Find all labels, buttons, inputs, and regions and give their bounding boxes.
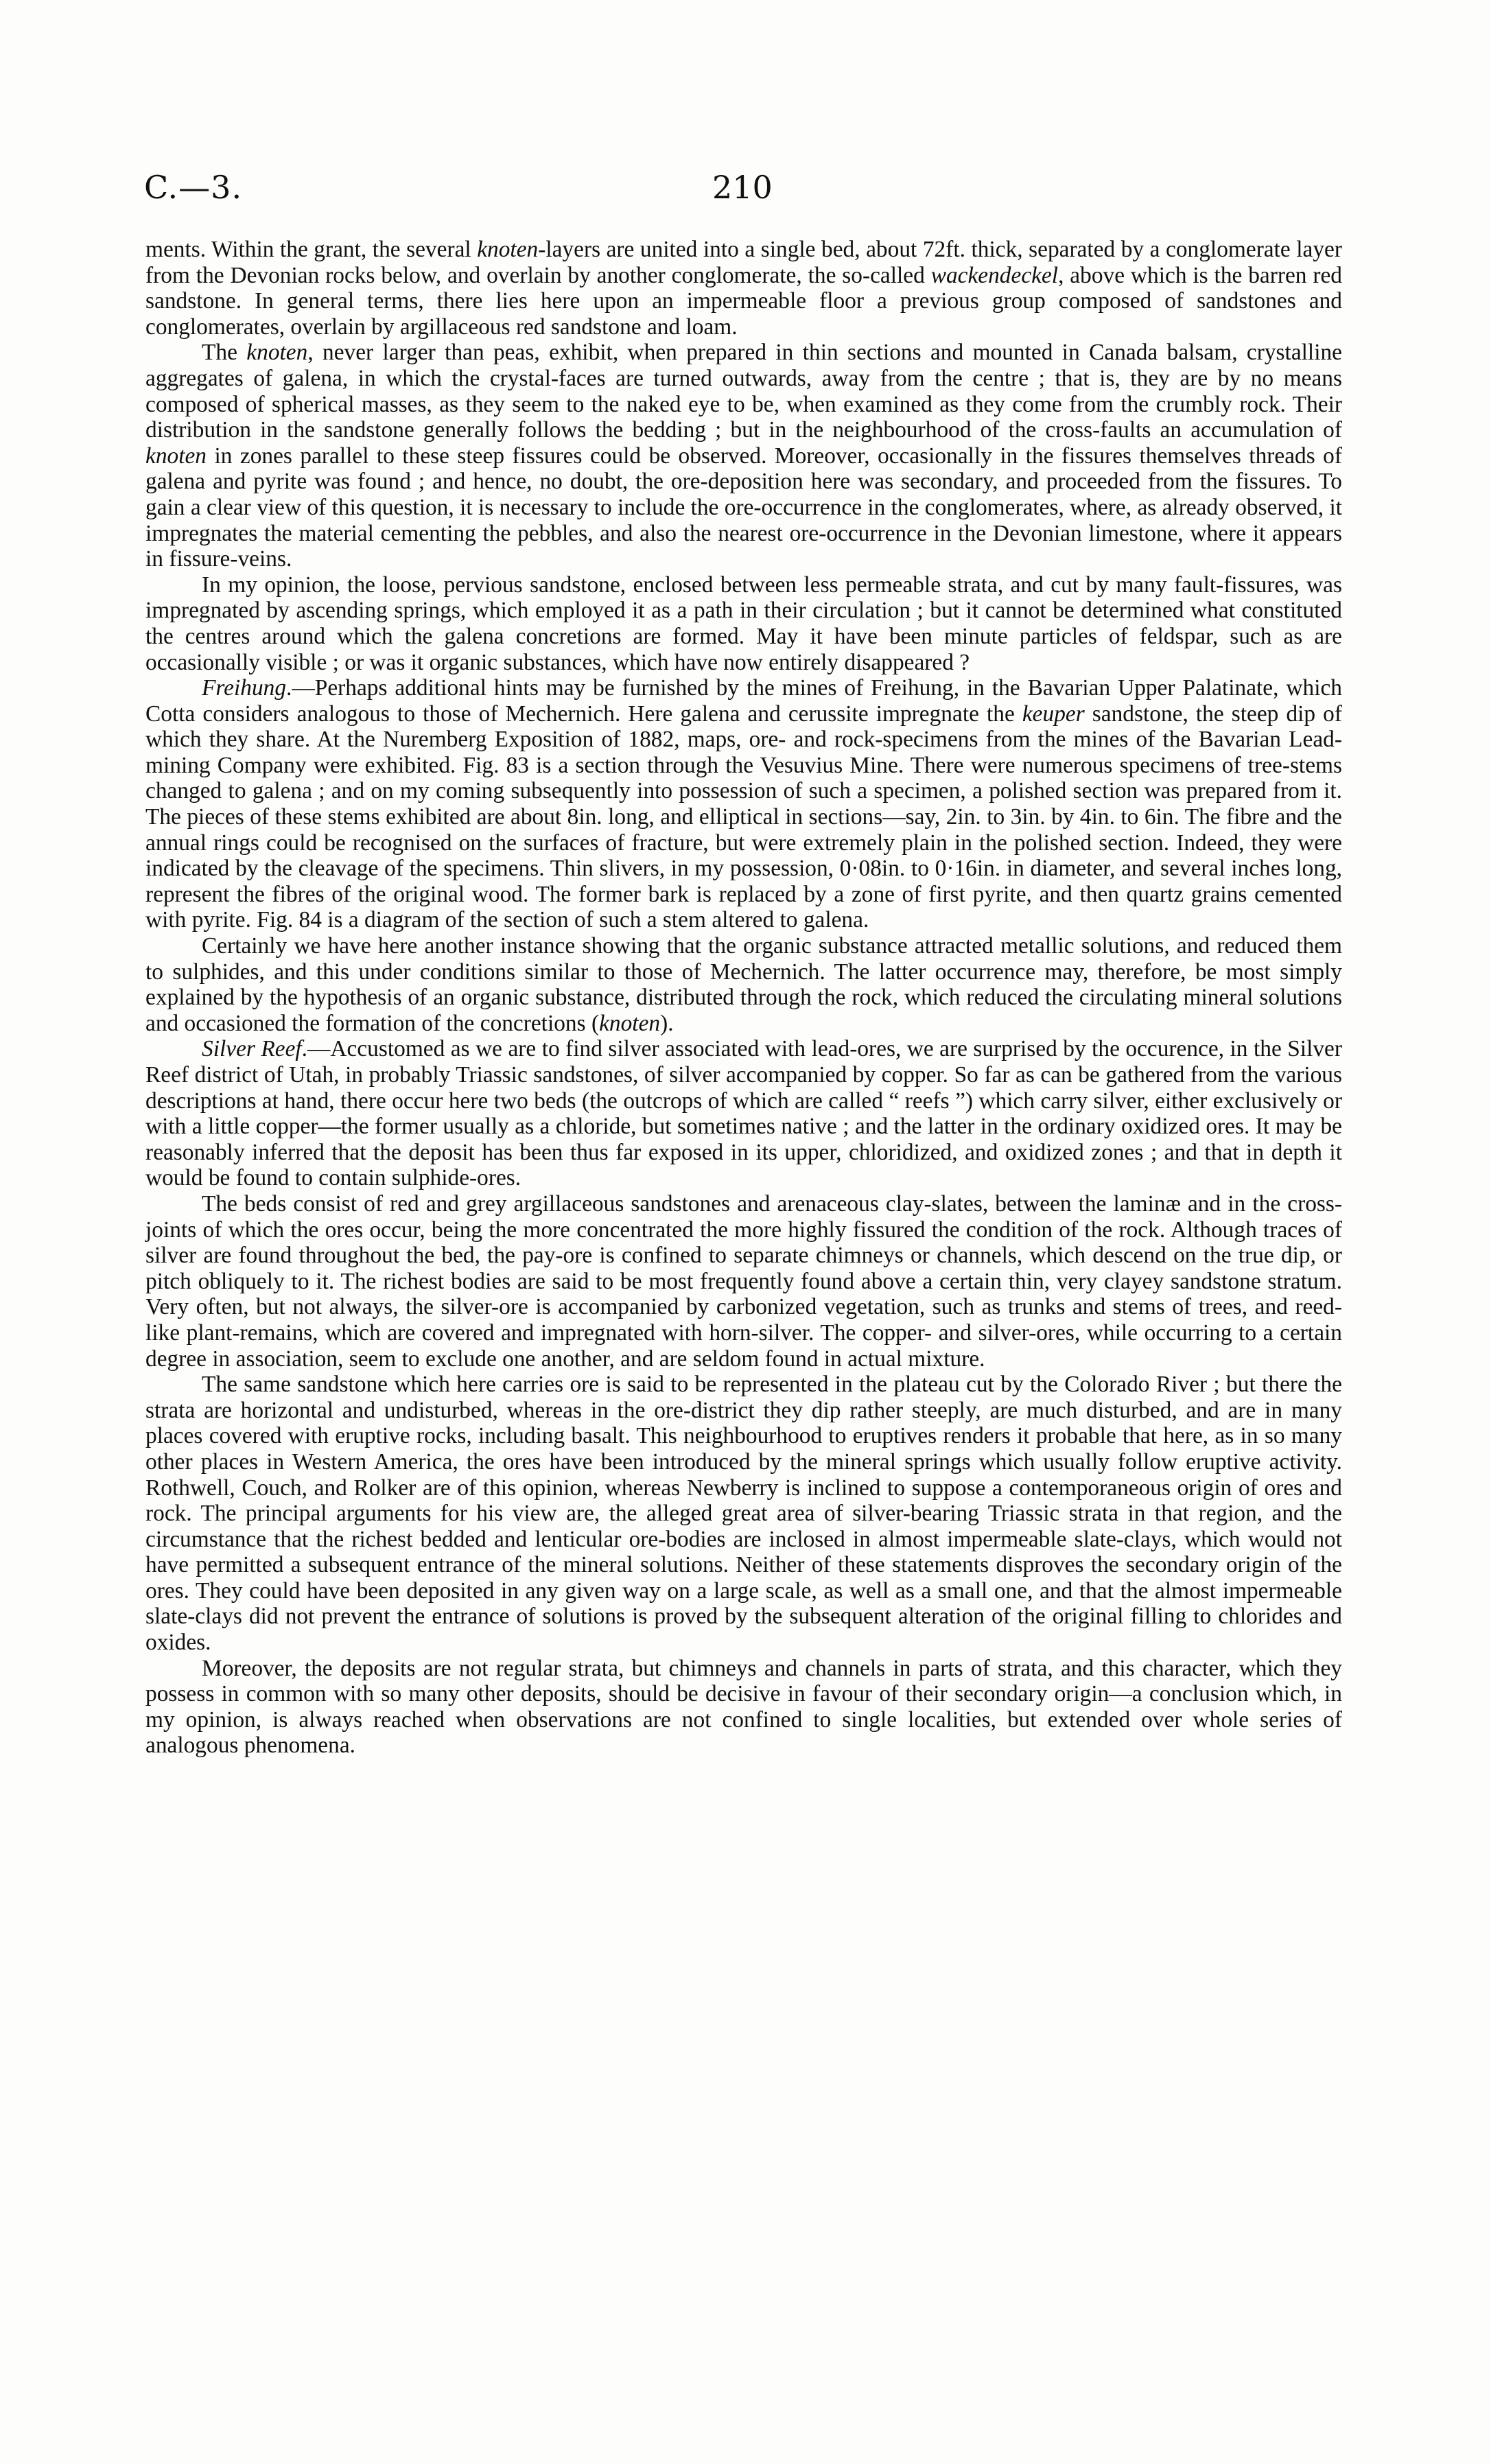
paragraph: Moreover, the deposits are not regular strata, but chimneys and channels in parts of strata, and this character, which they possess in common with so many other deposits, should be decisive in favour of their secondary origin—a conclusion which, in my opinion, is always reached when observations are not confined to single localities, but extended over whole series of analogous phenomena. xyxy=(145,1655,1342,1759)
paragraph: Freihung.—Perhaps additional hints may be furnished by the mines of Freihung, in the Bavarian Upper Palatinate, which Cotta considers analogous to those of Mechernich. Here galena and cerussite impregnate the keuper sandstone, the steep dip of which they share. At the Nuremberg Exposition of 1882, maps, ore- and rock-specimens from the mines of the Bavarian Lead-mining Company were exhibited. Fig. 83 is a section through the Vesuvius Mine. There were numerous specimens of tree-stems changed to galena ; and on my coming subsequently into possession of such a specimen, a polished section was prepared from it. The pieces of these stems exhibited are about 8in. long, and elliptical in sections—say, 2in. to 3in. by 4in. to 6in. The fibre and the annual rings could be recognised on the surfaces of fracture, but were extremely plain in the polished section. Indeed, they were indicated by the cleavage of the specimens. Thin slivers, in my possession, 0·08in. to 0·16in. in diameter, and several inches long, represent the fibres of the original wood. The former bark is replaced by a zone of first pyrite, and then quartz grains cemented with pyrite. Fig. 84 is a diagram of the section of such a stem altered to galena. xyxy=(145,675,1342,933)
page-header xyxy=(144,169,1348,210)
italic-term: knoten xyxy=(599,1010,661,1036)
paragraph: The beds consist of red and grey argillaceous sandstones and arenaceous clay-slates, between the laminæ and in the cross-joints of which the ores occur, being the more concentrated the more highly fissured the condition of the rock. Although traces of silver are found throughout the bed, the pay-ore is confined to separate chimneys or channels, which descend on the true dip, or pitch obliquely to it. The richest bodies are said to be most frequently found above a certain thin, very clayey sandstone stratum. Very often, but not always, the silver-ore is accompanied by carbonized vegetation, such as trunks and stems of trees, and reed-like plant-remains, which are covered and impregnated with horn-silver. The copper- and silver-ores, while occurring to a certain degree in association, seem to exclude one another, and are seldom found in actual mixture. xyxy=(145,1190,1342,1372)
paragraph: The knoten, never larger than peas, exhibit, when prepared in thin sections and mounted in Canada balsam, crystalline aggregates of galena, in which the crystal-faces are turned outwards, away from the centre ; that is, they are by no means composed of spherical masses, as they seem to the naked eye to be, when examined as they come from the crumbly rock. Their distribution in the sandstone generally follows the bedding ; but in the neighbourhood of the cross-faults an accumulation of knoten in zones parallel to these steep fissures could be observed. Moreover, occasionally in the fissures themselves threads of galena and pyrite was found ; and hence, no doubt, the ore-deposition here was secondary, and proceeded from the fissures. To gain a clear view of this question, it is necessary to include the ore-occurrence in the conglomerates, where, as already observed, it impregnates the material cementing the pebbles, and also the nearest ore-occurrence in the Devonian limestone, where it appears in fissure-veins. xyxy=(145,340,1342,572)
paragraph: Silver Reef.—Accustomed as we are to find silver associated with lead-ores, we are surprised by the occurence, in the Silver Reef district of Utah, in probably Triassic sandstones, of silver accompanied by copper. So far as can be gathered from the various descriptions at hand, there occur here two beds (the outcrops of which are called “ reefs ”) which carry silver, either exclusively or with a little copper—the former usually as a chloride, but sometimes native ; and the latter in the ordinary oxidized ores. It may be reasonably inferred that the deposit has been thus far exposed in its upper, chloridized, and oxidized zones ; and that in depth it would be found to contain sulphide-ores. xyxy=(145,1036,1342,1191)
italic-term: knoten xyxy=(145,443,207,469)
paragraph: The same sandstone which here carries ore is said to be represented in the plateau cut by the Colorado River ; but there the strata are horizontal and undisturbed, whereas in the ore-district they dip rather steeply, are much disturbed, and are in many places covered with eruptive rocks, including basalt. This neighbourhood to eruptives renders it probable that here, as in so many other places in Western America, the ores have been introduced by the mineral springs which usually follow eruptive activity. Rothwell, Couch, and Rolker are of this opinion, whereas Newberry is inclined to suppose a contemporaneous origin of ores and rock. The principal arguments for his view are, the alleged great area of silver-bearing Triassic strata in that region, and the circumstance that the richest bedded and lenticular ore-bodies are inclosed in almost impermeable slate-clays, which would not have permitted a subsequent entrance of the mineral solutions. Neither of these statements disproves the secondary origin of the ores. They could have been deposited in any given way on a large scale, as well as a small one, and that the almost impermeable slate-clays did not prevent the entrance of solutions is proved by the subsequent alteration of the original filling to chlorides and oxides. xyxy=(145,1372,1342,1656)
italic-term: Freihung xyxy=(202,675,287,701)
italic-term: Silver Reef xyxy=(202,1036,302,1062)
italic-term: wackendeckel xyxy=(930,262,1059,288)
italic-term: knoten xyxy=(477,237,539,262)
document-reference: C.—3. xyxy=(144,169,243,206)
body-text xyxy=(145,237,1342,1759)
italic-term: keuper xyxy=(1022,701,1085,727)
paragraph: ments. Within the grant, the several knoten-layers are united into a single bed, about 72ft. thick, separated by a conglomerate layer from the Devonian rocks below, and overlain by another conglomerate, the so-called wackendeckel, above which is the barren red sandstone. In general terms, there lies here upon an impermeable floor a previous group composed of sandstones and conglomerates, overlain by argillaceous red sandstone and loam. xyxy=(145,237,1343,340)
paragraph: Certainly we have here another instance showing that the organic substance attracted metallic solutions, and reduced them to sulphides, and this under conditions similar to those of Mechernich. The latter occurrence may, therefore, be most simply explained by the hypothesis of an organic substance, distributed through the rock, which reduced the circulating mineral solutions and occasioned the formation of the concretions (knoten). xyxy=(145,933,1342,1036)
italic-term: knoten xyxy=(246,340,308,366)
page-number: 210 xyxy=(712,169,773,206)
paragraph: In my opinion, the loose, pervious sandstone, enclosed between less permeable strata, and cut by many fault-fissures, was impregnated by ascending springs, which employed it as a path in their circulation ; but it cannot be determined what constituted the centres around which the galena concretions are formed. May it have been minute particles of feldspar, such as are occasionally visible ; or was it organic substances, which have now entirely disappeared ? xyxy=(145,572,1342,675)
